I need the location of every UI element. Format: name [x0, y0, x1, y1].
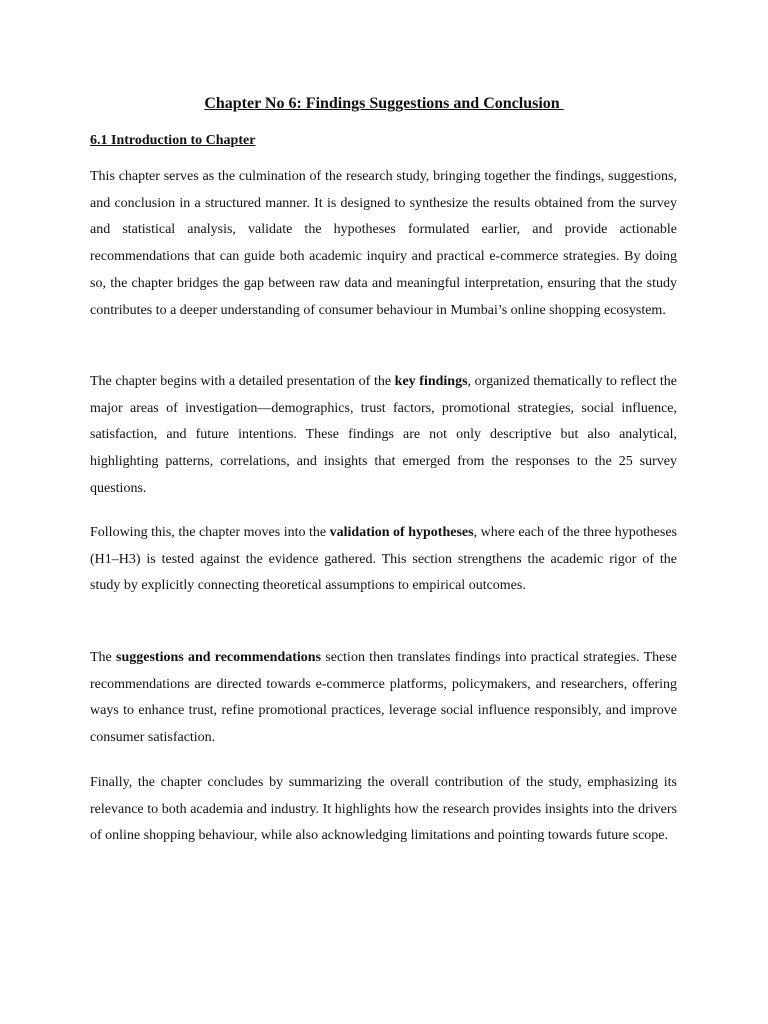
paragraph-hypotheses — [90, 520, 677, 600]
paragraph-conclusion — [90, 770, 677, 850]
chapter-title: Chapter No 6: Findings Suggestions and Conclusion — [204, 95, 564, 112]
paragraph-text-after: section then translates findings into practical strategies. These recommendations are directed towards e-commerce platforms, policymakers, and researchers, offering ways to enhance trust, refine promotional practices, leverage social influence responsibly, and improve consumer satisfaction. — [90, 650, 678, 746]
paragraph-text-before: The — [90, 650, 117, 665]
paragraph-text-after: , where each of the three hypotheses (H1–H3) is tested against the evidence gathered. This section strengthens the academic rigor of the study by explicitly connecting theoretical assumptions to empirical outcomes. — [90, 525, 677, 594]
bold-term-suggestions-and-recommendations: suggestions and recommendations — [116, 650, 322, 665]
paragraph-key-findings — [90, 369, 677, 503]
paragraph-introduction — [90, 164, 677, 324]
paragraph-text: This chapter serves as the culmination of the research study, bringing together the findings, suggestions, and conclusion in a structured manner. It is designed to synthesize the results obtained from the survey and statistical analysis, validate the hypotheses formulated earlier, and provide actionable recommendations that can guide both academic inquiry and practical e-commerce strategies. By doing so, the chapter bridges the gap between raw data and meaningful interpretation, ensuring that the study contributes to a deeper understanding of consumer behaviour in Mumbai’s online shopping ecosystem. — [90, 169, 677, 318]
paragraph-text-before: Following this, the chapter moves into the — [90, 525, 330, 540]
paragraph-text-after: , organized thematically to reflect the major areas of investigation—demographics, trust factors, promotional strategies, social influence, satisfaction, and future intentions. These findings are not only descriptive but also analytical, highlighting patterns, correlations, and insights that emerged from the responses to the 25 survey questions. — [90, 374, 678, 496]
paragraph-text-before: The chapter begins with a detailed presentation of the — [90, 374, 395, 389]
bold-term-validation-of-hypotheses: validation of hypotheses — [329, 525, 474, 540]
paragraph-text: Finally, the chapter concludes by summarizing the overall contribution of the study, emphasizing its relevance to both academia and industry. It highlights how the research provides insights into the drivers of online shopping behaviour, while also acknowledging limitations and pointing towards future scope. — [90, 775, 677, 844]
paragraph-recommendations — [90, 645, 677, 752]
bold-term-key-findings: key findings — [394, 374, 468, 389]
section-heading: 6.1 Introduction to Chapter — [90, 133, 256, 148]
